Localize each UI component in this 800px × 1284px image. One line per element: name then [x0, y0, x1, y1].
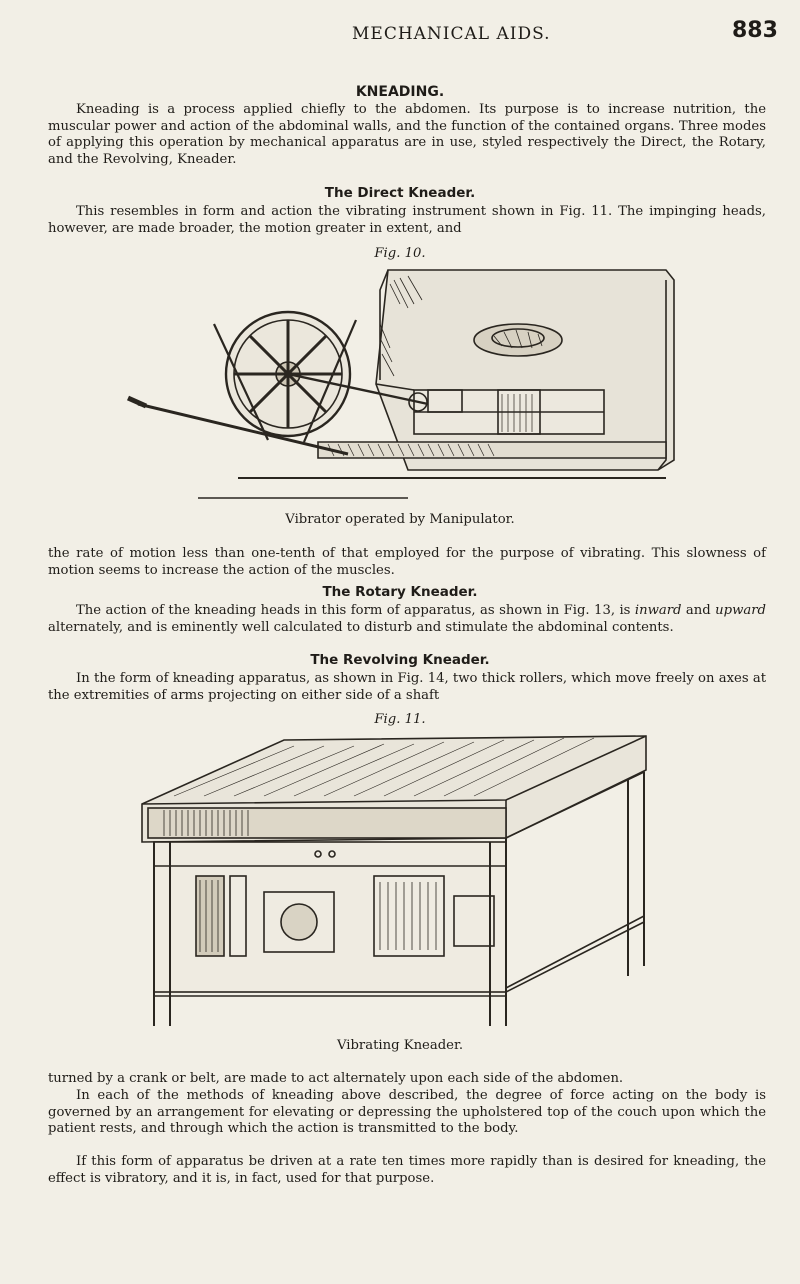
heading-rotary-kneader: The Rotary Kneader. — [322, 584, 478, 600]
paragraph-direct-kneader: This resembles in form and action the vibrating instrument shown in Fig. 11. The impinging heads, however, are made broader, the motion greater in extent, and — [48, 204, 766, 236]
paragraph-revolving-kneader: In the form of kneading apparatus, as shown in Fig. 14, two thick rollers, which move freely on axes at the extremities of arms projecting on either side of a shaft — [48, 671, 766, 703]
paragraph-direct-kneader-cont: the rate of motion less than one-tenth of that employed for the purpose of vibrating. This slowness of motion seems to increase the action of the muscles. — [48, 546, 766, 578]
heading-direct-kneader: The Direct Kneader. — [324, 185, 476, 201]
figure-10-caption: Vibrator operated by Manipulator. — [285, 512, 515, 527]
rotary-em-upward: upward — [715, 603, 766, 618]
figure-10-illustration — [118, 264, 698, 508]
paragraph-vibratory-effect: If this form of apparatus be driven at a rate ten times more rapidly than is desired for kneading, the effect is vibratory, and it is, in fact, used for that purpose. — [48, 1154, 766, 1186]
rotary-em-inward: inward — [634, 603, 682, 618]
heading-revolving-kneader: The Revolving Kneader. — [310, 652, 490, 668]
page-number: 883 — [732, 18, 778, 43]
paragraph-kneading-intro: Kneading is a process applied chiefly to the abdomen. Its purpose is to increase nutrition, the muscular power and action of the abdominal walls, and the function of the contained organs. Three modes of applying this operation by mechanical apparatus are in use, styled respectively the Direct, the Rotary, and the Revolving, Kneader. — [48, 102, 766, 167]
running-head — [0, 18, 800, 48]
vibrating-kneader-engraving — [134, 726, 654, 1032]
paragraph-force-control: In each of the methods of kneading above described, the degree of force acting on the body is governed by an arrangement for elevating or depressing the upholstered top of the couch upon which the patient rests, and through which the action is transmitted to the body. — [48, 1088, 766, 1136]
rotary-text-c: alternately, and is eminently well calculated to disturb and stimulate the abdominal contents. — [48, 619, 674, 635]
figure-11-caption: Vibrating Kneader. — [336, 1038, 464, 1053]
paragraph-revolving-kneader-cont: turned by a crank or belt, are made to act alternately upon each side of the abdomen. — [48, 1071, 624, 1086]
running-head-title: MECHANICAL AIDS. — [352, 24, 551, 44]
figure-11-illustration — [134, 726, 654, 1032]
vibrator-engraving — [118, 264, 698, 508]
heading-kneading: KNEADING. — [355, 84, 445, 100]
figure-11-label: Fig. 11. — [374, 712, 426, 727]
rotary-text-b: and — [681, 603, 716, 618]
figure-10-label: Fig. 10. — [374, 246, 426, 261]
rotary-text-a: The action of the kneading heads in this form of apparatus, as shown in Fig. 13, is — [76, 603, 635, 618]
paragraph-rotary-kneader — [48, 603, 766, 636]
